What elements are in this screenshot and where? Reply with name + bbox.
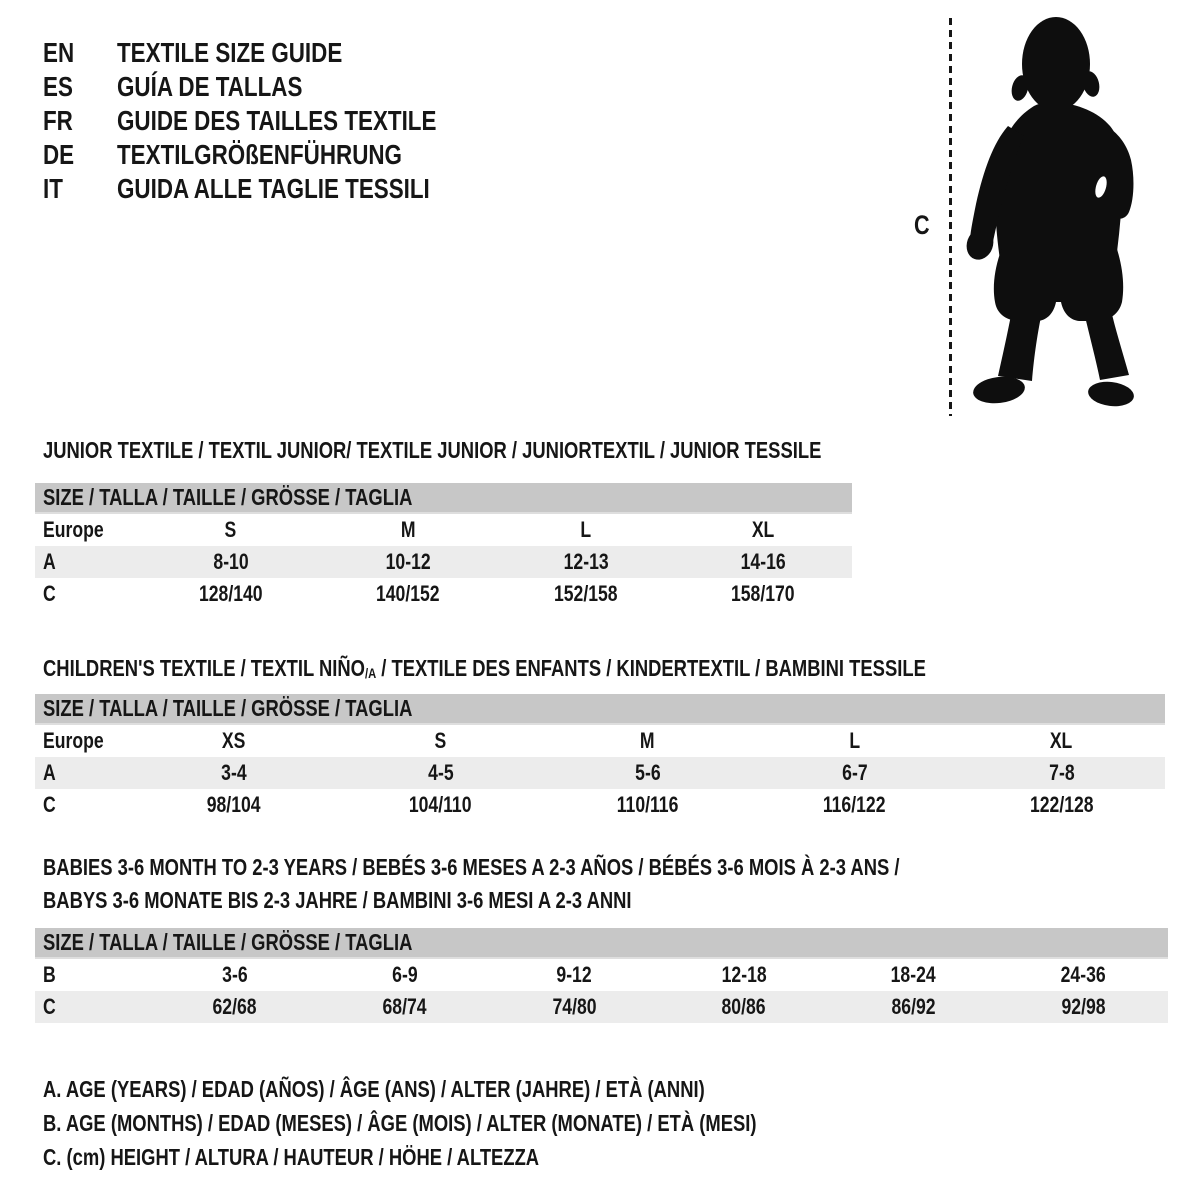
- lang-row-en: [43, 36, 516, 70]
- table-cell: 6-9: [391, 962, 418, 987]
- table-cell: 12-18: [721, 962, 767, 987]
- lang-code: IT: [43, 173, 63, 204]
- legend-line-b: B. AGE (MONTHS) / EDAD (MESES) / ÂGE (MOIS) / ALTER (MONATE) / ETÀ (MESI): [43, 1109, 757, 1136]
- row-label: B: [43, 962, 56, 987]
- lang-code: ES: [43, 71, 73, 102]
- lang-row-fr: [43, 104, 516, 138]
- lang-title: GUIDA ALLE TAGLIE TESSILI: [117, 173, 430, 204]
- column-header: XS: [221, 728, 246, 753]
- junior-section-heading: JUNIOR TEXTILE / TEXTIL JUNIOR/ TEXTILE JUNIOR / JUNIORTEXTIL / JUNIOR TESSILE: [43, 437, 822, 463]
- table-cell: 10-12: [385, 549, 431, 574]
- row-label: C: [43, 581, 56, 606]
- column-header: S: [434, 728, 447, 753]
- lang-title: TEXTILE SIZE GUIDE: [117, 37, 343, 68]
- lang-row-es: [43, 70, 516, 104]
- table-header-row: [35, 725, 1165, 757]
- column-header: L: [849, 728, 860, 753]
- lang-title: GUIDE DES TAILLES TEXTILE: [117, 105, 437, 136]
- table-cell: 152/158: [553, 581, 618, 606]
- table-row: [35, 757, 1165, 789]
- table-cell: 128/140: [198, 581, 263, 606]
- table-cell: 104/110: [409, 792, 472, 817]
- table-cell: 98/104: [206, 792, 261, 817]
- table-cell: 12-13: [563, 549, 609, 574]
- table-cell: 62/68: [212, 994, 257, 1019]
- table-row: [35, 578, 852, 610]
- nino-a-subscript: /A: [364, 665, 377, 681]
- legend-line-c: C. (cm) HEIGHT / ALTURA / HAUTEUR / HÖHE / ALTEZZA: [43, 1143, 540, 1170]
- column-header: Europe: [43, 517, 104, 542]
- size-header-label: SIZE / TALLA / TAILLE / GRÖSSE / TAGLIA: [43, 484, 413, 510]
- row-label: A: [43, 549, 56, 574]
- toddler-silhouette: [950, 8, 1170, 418]
- column-header: M: [640, 728, 655, 753]
- column-header: Europe: [43, 728, 104, 753]
- lang-code: EN: [43, 37, 75, 68]
- table-cell: 3-4: [220, 760, 247, 785]
- size-header-label: SIZE / TALLA / TAILLE / GRÖSSE / TAGLIA: [43, 695, 413, 721]
- table-cell: 24-36: [1060, 962, 1106, 987]
- table-cell: 122/128: [1029, 792, 1094, 817]
- table-cell: 18-24: [890, 962, 936, 987]
- row-label: C: [43, 792, 56, 817]
- lang-row-de: [43, 138, 516, 172]
- size-header-label: SIZE / TALLA / TAILLE / GRÖSSE / TAGLIA: [43, 929, 413, 955]
- column-header: XL: [1050, 728, 1073, 753]
- table-cell: 5-6: [634, 760, 661, 785]
- table-cell: 4-5: [427, 760, 454, 785]
- table-cell: 3-6: [222, 962, 248, 987]
- table-row: [35, 789, 1165, 821]
- table-cell: 86/92: [891, 994, 936, 1019]
- table-cell: 6-7: [841, 760, 868, 785]
- table-cell: 8-10: [213, 549, 249, 574]
- lang-title: TEXTILGRÖßENFÜHRUNG: [117, 139, 402, 170]
- table-header-row: [35, 514, 852, 546]
- table-cell: 68/74: [382, 994, 427, 1019]
- lang-code: FR: [43, 105, 73, 136]
- table-cell: 9-12: [556, 962, 592, 987]
- legend-line-a: A. AGE (YEARS) / EDAD (AÑOS) / ÂGE (ANS) / ALTER (JAHRE) / ETÀ (ANNI): [43, 1075, 705, 1102]
- table-cell: 80/86: [721, 994, 766, 1019]
- table-row: [35, 991, 1168, 1023]
- babies-size-table: [35, 928, 1168, 1023]
- column-header: XL: [752, 517, 775, 542]
- row-label: A: [43, 760, 56, 785]
- table-row: [35, 959, 1168, 991]
- measurement-legend: [43, 1072, 935, 1174]
- junior-size-table: [35, 483, 852, 610]
- size-header-bar: [35, 694, 1165, 725]
- lang-title: GUÍA DE TALLAS: [117, 71, 303, 102]
- language-title-block: [43, 36, 516, 206]
- size-header-bar: [35, 928, 1168, 959]
- table-cell: 116/122: [823, 792, 886, 817]
- lang-row-it: [43, 172, 516, 206]
- column-header: L: [580, 517, 592, 542]
- babies-section-heading: BABIES 3-6 MONTH TO 2-3 YEARS / BEBÉS 3-6 MESES A 2-3 AÑOS / BÉBÉS 3-6 MOIS À 2-3 ANS / BABYS 3-6 MONATE BIS 2-3 JAHRE / BAMBINI 3-6 MESI A 2-3 ANNI: [43, 854, 900, 913]
- column-header: S: [224, 517, 237, 542]
- table-cell: 92/98: [1061, 994, 1106, 1019]
- children-size-table: [35, 694, 1165, 821]
- table-cell: 140/152: [376, 581, 441, 606]
- children-section-heading: CHILDREN'S TEXTILE / TEXTIL NIÑO/A / TEXTILE DES ENFANTS / KINDERTEXTIL / BAMBINI TESSILE: [43, 655, 926, 681]
- table-cell: 14-16: [740, 549, 786, 574]
- column-header: M: [400, 517, 416, 542]
- table-row: [35, 546, 852, 578]
- table-cell: 158/170: [731, 581, 796, 606]
- table-cell: 110/116: [616, 792, 679, 817]
- table-cell: 74/80: [552, 994, 597, 1019]
- lang-code: DE: [43, 139, 75, 170]
- table-cell: 7-8: [1048, 760, 1075, 785]
- size-header-bar: [35, 483, 852, 514]
- height-measure-label: C: [914, 210, 930, 240]
- row-label: C: [43, 994, 56, 1019]
